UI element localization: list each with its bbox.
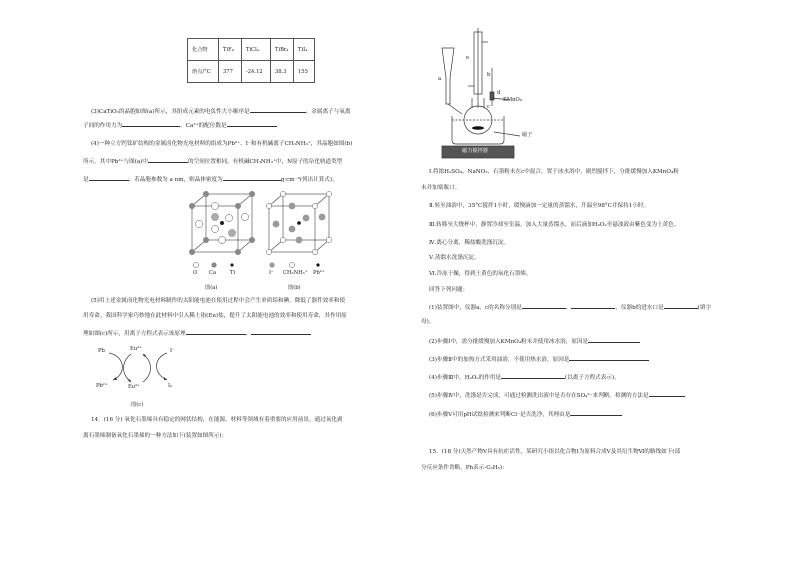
qa1-line1 [429, 303, 711, 312]
figure-b-legend-ch3nh3: CH₃NH₃⁺ [283, 270, 308, 276]
table-header-cell: TiF₄ [219, 39, 242, 61]
table-cell: 377 [219, 61, 242, 83]
q4-text-end: g·cm⁻³(列出计算式)。 [280, 177, 338, 183]
qa3 [429, 355, 649, 364]
apparatus-label-a: a [438, 76, 442, 82]
table-cell: 155 [294, 61, 315, 83]
answer-blank [588, 337, 640, 343]
qa6-text: (6)步骤Ⅴ可用pH试纸检测来判断Cl⁻是否洗净，其理由是 [429, 412, 571, 418]
q5-line2: 用寿命。我国科学家巧妙地在此材料中引入稀土铕(Eu)盐，提升了太阳能电池的效率和使用寿命，其作用原 [83, 313, 347, 319]
step2: Ⅱ.转至油浴中，35°C搅拌1小时，缓慢滴加一定量的蒸馏水，升温至98°C并保持1小时。 [429, 203, 650, 209]
answer-blank [571, 303, 615, 309]
answer-blank [148, 157, 188, 163]
figure-b-legend-i: I⁻ [269, 270, 274, 276]
answer-blank [522, 303, 566, 309]
qa4 [429, 373, 620, 382]
figure-c-caption: 图(c) [131, 402, 144, 408]
melting-point-table [187, 38, 315, 83]
figure-c-i2: I₂ [168, 383, 173, 389]
answer-blank [122, 121, 180, 127]
figure-c-pb2: Pb²⁺ [96, 383, 108, 389]
answer-blank [186, 329, 246, 335]
q3-text: (3)CaTiO₃的晶胞如图(a)所示，其组成元素的电负性大小顺序是 [91, 109, 250, 115]
table-row-label: 熔点/°C [188, 61, 219, 83]
table-header-cell: TiI₄ [294, 39, 315, 61]
q3-line2 [83, 121, 277, 130]
table-row [188, 39, 315, 61]
step1-line2: 末并加塞瓶口。 [421, 185, 461, 191]
q4-line1: (4)一种立方钙钛矿结构的金属卤化物光电材料的组成为Pb²⁺、I⁻和有机碱离子CH₃NH₃⁺，其晶胞如图(b) [91, 141, 353, 147]
figure-a-crystal-cell [188, 190, 258, 265]
step5: Ⅴ.蒸馏水洗涤沉淀。 [429, 255, 480, 261]
qa1-text: (1)装置图中，仪器a、c的名称分别是 [429, 305, 522, 311]
answer-blank [649, 391, 685, 397]
figure-a-legend-ti: Ti [230, 270, 236, 276]
qa5 [429, 391, 685, 400]
answer-blank [89, 175, 129, 181]
q4-text-mid: ；若晶胞参数为 a nm，则晶体密度为 [128, 177, 223, 183]
table-header-cell: 化合物 [188, 39, 219, 61]
answer-blank [250, 107, 306, 113]
figure-a-legend-ca: Ca [209, 270, 217, 276]
figure-a-legend [192, 262, 242, 268]
table-header-cell: TiBr₄ [271, 39, 294, 61]
qa3-text: (3)步骤Ⅱ中的加热方式采用油浴，不使用热水浴，原因是 [429, 357, 570, 363]
apparatus-label-kmno4: KMnO₄ [503, 97, 522, 103]
figure-c-iodide: I⁻ [170, 348, 175, 354]
q5-line3 [83, 329, 311, 338]
apparatus-stirrer-label: 磁力搅拌器 [462, 148, 488, 154]
figure-c-eu3: Eu³⁺ [130, 346, 142, 352]
q4-text-mid: 的空间位置相同，有机碱CH₃NH₃⁺中，N原子的杂化轨道类型 [188, 159, 343, 165]
step4: Ⅳ.离心分离，稀盐酸洗涤沉淀。 [429, 240, 510, 246]
q3-text-end: ；金属离子与氧离 [305, 109, 351, 115]
qa2 [429, 337, 640, 346]
qa6 [429, 410, 622, 419]
q4-text: 是 [83, 177, 89, 183]
qa4-text-end: (以离子方程式表示)。 [565, 375, 620, 381]
q14-line1: 14．(16 分) 氧化石墨烯具有稳定的网状结构，在能源、材料等领域有着重要的应用前景，通过氧化剥 [91, 417, 343, 423]
apparatus-label-b: b [487, 72, 491, 78]
qa1-sep: 、 [565, 305, 572, 311]
apparatus-label-e: e [466, 55, 470, 61]
q15-line1: 15．(18 分)天然产物Ⅴ具有抗疟活性，某研究小组以化合物Ⅰ为原料合成Ⅴ及其衍生物Ⅵ的路线如下(部 [429, 449, 681, 455]
figure-b-caption: 图(b) [288, 285, 301, 291]
q4-line3 [83, 175, 338, 184]
answer-blank [664, 303, 698, 309]
apparatus-label-c: c [487, 104, 490, 110]
figure-b-legend [268, 262, 328, 268]
table-header-cell: TiCl₄ [242, 39, 271, 61]
step6: Ⅵ.冷冻干燥，得到土黄色的氧化石墨烯。 [429, 271, 532, 277]
answer-blank [227, 121, 277, 127]
apparatus-label-d: d [497, 90, 501, 96]
q4-line2 [83, 157, 342, 166]
answer-blank [570, 410, 622, 416]
figure-b-crystal-cell [265, 190, 335, 265]
figure-c-pb: Pb [98, 348, 105, 354]
q5-sep: 、 [245, 331, 252, 337]
qa5-text: (5)步骤Ⅳ中，洗涤是否完成，可通过检测洗出液中是否存在SO₄²⁻来判断。检测的方法是 [429, 393, 649, 399]
answer-blank [501, 373, 565, 379]
figure-a-caption: 图(a) [205, 285, 218, 291]
apparatus-diagram [432, 28, 552, 160]
q3-line1 [91, 107, 350, 116]
qa4-text: (4)步骤Ⅲ中，H₂O₂的作用是 [429, 375, 502, 381]
figure-c-eu2: Eu²⁺ [128, 384, 140, 390]
step3: Ⅲ.转移至大烧杯中，静置冷却至室温。加入大量蒸馏水，而后滴加H₂O₂至悬浊液由紫色变为土黄色。 [429, 222, 680, 228]
answer-blank [223, 175, 281, 181]
answer-intro: 回答下列问题： [429, 287, 469, 293]
qa1-text-end: (填字 [697, 305, 712, 311]
q5-line1: (5)用上述金属卤化物光电材料制作的太阳能电池在使用过程中会产生单质铅和碘，降低了器件效率和使 [91, 298, 346, 304]
apparatus-label-stir-bar: 磁子 [522, 132, 533, 138]
answer-blank [569, 355, 649, 361]
q4-text: 所示。其中Pb²⁺与图(a)中 [83, 159, 148, 165]
table-cell: -24.12 [242, 61, 271, 83]
q14-line2: 离石墨烯制备氧化石墨烯的一种方法如下(装置如图所示)： [83, 433, 228, 439]
answer-blank [251, 329, 311, 335]
qa1-line2: 母)。 [421, 319, 435, 325]
table-row [188, 61, 315, 83]
figure-b-legend-pb: Pb²⁺ [313, 270, 325, 276]
figure-a-legend-o: O [193, 270, 198, 276]
q3-text-mid: ，Ca²⁺的配位数是 [180, 123, 227, 129]
q5-text: 理如图(c)所示，用离子方程式表示该原理 [83, 331, 186, 337]
qa1-text-mid: ，仪器b的进水口是 [615, 305, 664, 311]
qa2-text: (2)步骤Ⅰ中，需分批缓慢加入KMnO₄粉末并使用冰水浴，原因是 [429, 339, 589, 345]
step1-line1: Ⅰ.将浓H₂SO₄、NaNO₃、石墨粉末在c中混合，置于冰水浴中，剧烈搅拌下，分批缓慢加入KMnO₄粉 [429, 169, 679, 175]
q3-text: 子间的作用力为 [83, 123, 123, 129]
table-cell: 38.3 [271, 61, 294, 83]
q15-line2: 分反应条件省略，Ph表示-C₆H₅)： [421, 465, 508, 471]
